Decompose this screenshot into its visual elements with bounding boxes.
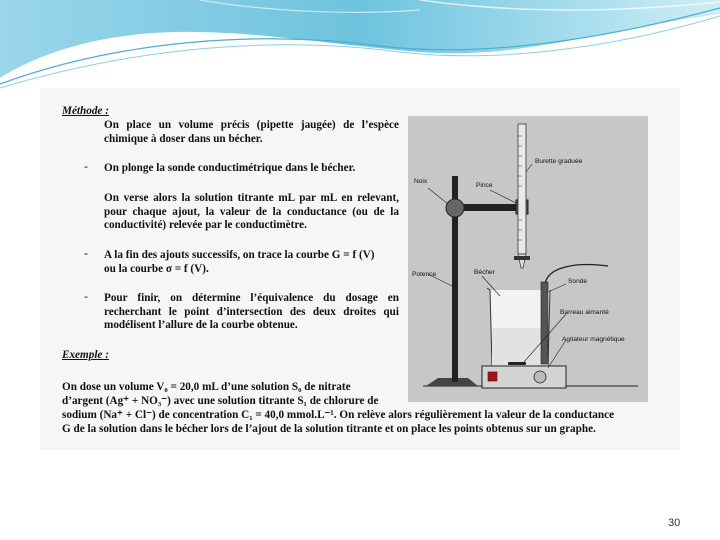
example-line-2: d’argent (Ag⁺ + NO₃⁻) avec une solution titrante S₁ de chlorure de [62, 395, 379, 407]
label-barreau: Barreau aimanté [560, 309, 609, 316]
page-number: 30 [668, 517, 681, 529]
label-becher: Bécher [474, 269, 495, 276]
label-sonde: Sonde [568, 278, 588, 285]
example-line-4: G de la solution dans le bécher lors de l’ajout de la solution titrante et on place les points obtenus sur un graphe. [62, 423, 596, 435]
example-line-3: sodium (Na⁺ + Cl⁻) de concentration C₁ = 40,0 mmol.L⁻¹. On relève alors régulièrement la valeur de la conductance [62, 409, 615, 421]
top-banner [0, 0, 720, 90]
label-noix: Noix [414, 178, 428, 185]
label-potence: Potence [412, 271, 437, 278]
noix-knob [446, 199, 464, 217]
method-step-4-line-2: ou la courbe σ = f (V). [104, 263, 209, 275]
method-title: Méthode : [62, 105, 109, 117]
bullet-dash: - [84, 159, 88, 173]
label-burette: Burette graduée [535, 158, 583, 165]
bullet-dash: - [84, 246, 88, 260]
method-step-4-line-1: A la fin des ajouts successifs, on trace la courbe G = f (V) [104, 249, 375, 261]
example-line-1: On dose un volume V₀ = 20,0 mL d’une solution S₀ de nitrate [62, 381, 351, 393]
label-pince: Pince [476, 182, 493, 189]
titration-drawing [408, 116, 648, 402]
label-agitateur: Agitateur magnétique [562, 336, 625, 343]
sonde-probe [541, 282, 548, 364]
bullet-dash: - [84, 289, 88, 303]
method-step-2: On plonge la sonde conductimétrique dans le bécher. [104, 162, 356, 174]
method-step-1: On place un volume précis (pipette jaugée) de l’espèce chimique à doser dans un bécher. [104, 119, 399, 145]
method-step-3: On verse alors la solution titrante mL par mL en relevant, pour chaque ajout, la valeur de la conductance (ou de la conductivité) relevée par le conductimètre. [104, 192, 399, 231]
example-title: Exemple : [62, 349, 109, 361]
burette-tube [518, 124, 526, 254]
method-step-5: Pour finir, on détermine l’équivalence du dosage en recherchant le point d’intersection des deux droites qui modélisent l’allure de la courbe obtenue. [104, 292, 399, 331]
titration-diagram [408, 116, 648, 402]
